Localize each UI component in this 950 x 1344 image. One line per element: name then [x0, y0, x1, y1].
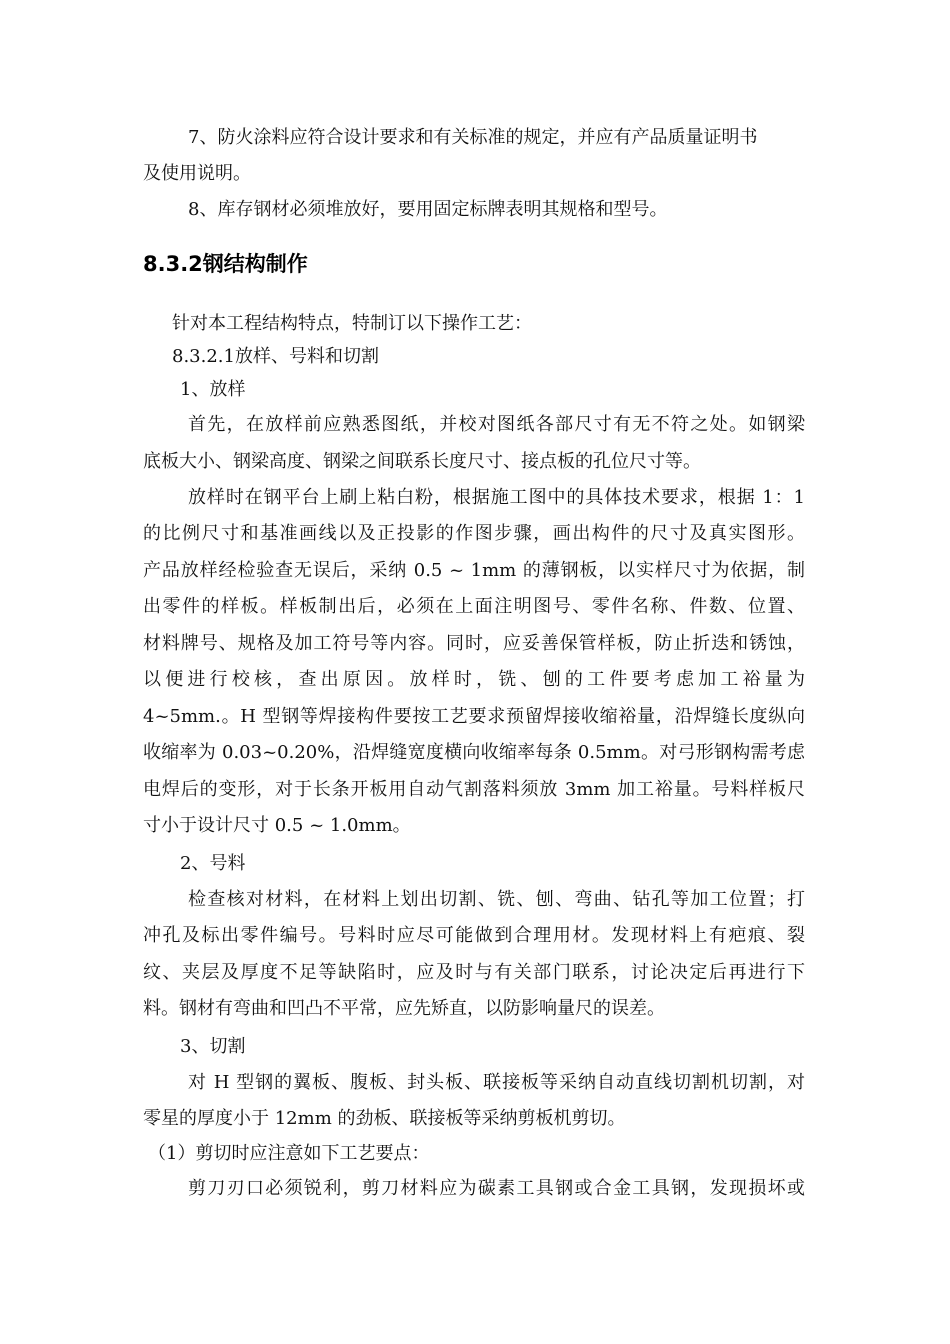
- fangyang-p2-line: 放样时在钢平台上刷上粘白粉，根据施工图中的具体技术要求，根据 1：1: [188, 487, 805, 508]
- intro-text: 针对本工程结构特点，特制订以下操作工艺：: [172, 313, 532, 334]
- qiege-p1-line: 零星的厚度小于 12mm 的劲板、联接板等采纳剪板机剪切。: [143, 1108, 626, 1129]
- item-7-line-1: 7、防火涂料应符合设计要求和有关标准的规定，并应有产品质量证明书: [188, 127, 758, 148]
- haoliao-p1-line: 纹、夹层及厚度不足等缺陷时，应及时与有关部门联系，讨论决定后再进行下: [143, 962, 805, 983]
- fangyang-p2-line: 收缩率为 0.03~0.20%，沿焊缝宽度横向收缩率每条 0.5mm。对弓形钢构需考虑: [143, 742, 805, 763]
- fangyang-p1-line: 底板大小、钢梁高度、钢梁之间联系长度尺寸、接点板的孔位尺寸等。: [143, 451, 701, 472]
- fangyang-p2-line: 材料牌号、规格及加工符号等内容。同时，应妥善保管样板，防止折迭和锈蚀，: [143, 633, 805, 654]
- haoliao-p1-line: 检查核对材料，在材料上划出切割、铣、刨、弯曲、钻孔等加工位置；打: [188, 889, 805, 910]
- fangyang-p2-line: 以便进行校核，查出原因。放样时，铣、刨的工件要考虑加工裕量为: [143, 669, 805, 690]
- item-7-line-2: 及使用说明。: [143, 163, 251, 184]
- fangyang-p2-line: 电焊后的变形，对于长条开板用自动气割落料须放 3mm 加工裕量。号料样板尺: [143, 779, 805, 800]
- item-8: 8、库存钢材必须堆放好，要用固定标牌表明其规格和型号。: [188, 199, 668, 220]
- fangyang-p1-line: 首先，在放样前应熟悉图纸，并校对图纸各部尺寸有无不符之处。如钢梁: [188, 414, 805, 435]
- qiege-p1-line: 对 H 型钢的翼板、腹板、封头板、联接板等采纳自动直线切割机切割，对: [188, 1072, 805, 1093]
- fangyang-title: 1、放样: [180, 379, 246, 400]
- qiege-sub1-title: （1）剪切时应注意如下工艺要点：: [148, 1143, 430, 1164]
- fangyang-p2-line: 的比例尺寸和基准画线以及正投影的作图步骤，画出构件的尺寸及真实图形。: [143, 523, 805, 544]
- subsection-title: 8.3.2.1放样、号料和切割: [172, 346, 379, 367]
- fangyang-p2-line: 寸小于设计尺寸 0.5 ~ 1.0mm。: [143, 815, 411, 836]
- fangyang-p2-line: 出零件的样板。样板制出后，必须在上面注明图号、零件名称、件数、位置、: [143, 596, 805, 617]
- fangyang-p2-line: 4~5mm.。H 型钢等焊接构件要按工艺要求预留焊接收缩裕量，沿焊缝长度纵向: [143, 706, 805, 727]
- haoliao-title: 2、号料: [180, 853, 246, 874]
- section-heading: 8.3.2钢结构制作: [143, 252, 308, 276]
- qiege-title: 3、切割: [180, 1036, 246, 1057]
- haoliao-p1-line: 料。钢材有弯曲和凹凸不平常，应先矫直，以防影响量尺的误差。: [143, 998, 665, 1019]
- haoliao-p1-line: 冲孔及标出零件编号。号料时应尽可能做到合理用材。发现材料上有疤痕、裂: [143, 925, 805, 946]
- qiege-sub1-line: 剪刀刃口必须锐利，剪刀材料应为碳素工具钢或合金工具钢，发现损坏或: [188, 1178, 805, 1199]
- fangyang-p2-line: 产品放样经检验查无误后，采纳 0.5 ~ 1mm 的薄钢板，以实样尺寸为依据，制: [143, 560, 805, 581]
